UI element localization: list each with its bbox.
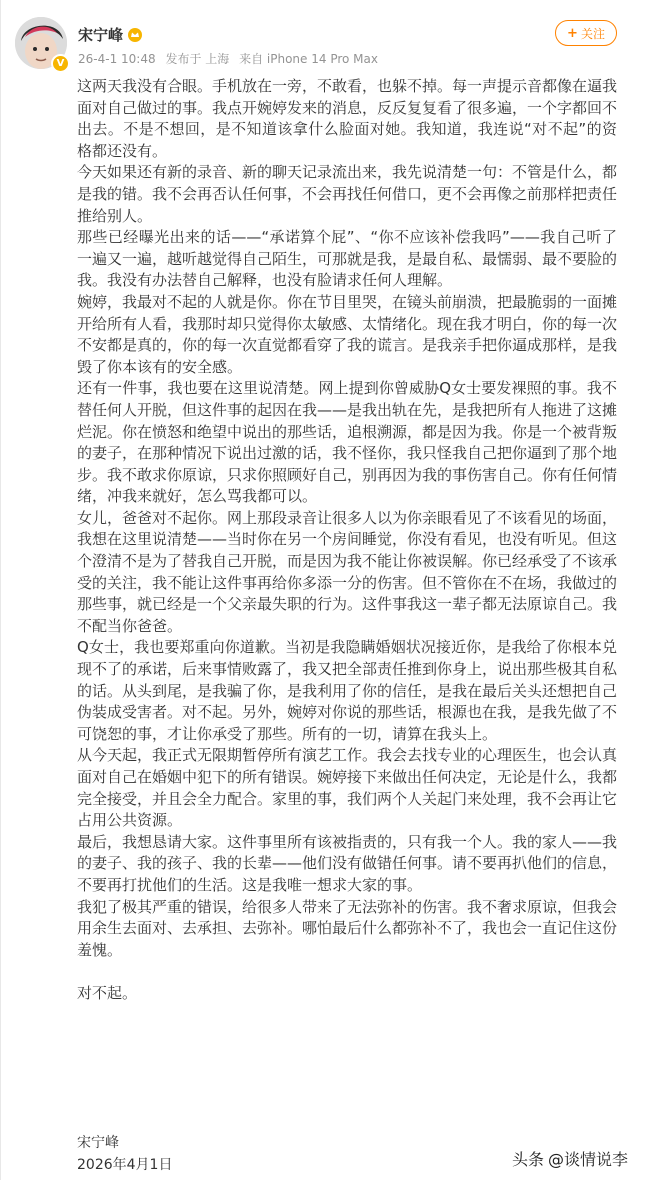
username[interactable]: 宋宁峰	[78, 25, 124, 44]
page-edge	[0, 0, 1, 1180]
closing-line: 对不起。	[77, 983, 138, 1002]
crown-icon	[128, 27, 142, 41]
signature-name: 宋宁峰	[77, 1135, 119, 1151]
post-date: 26-4-1 10:48	[78, 52, 156, 66]
post-content	[77, 76, 617, 1005]
verified-badge-icon: V	[51, 54, 70, 73]
username-row	[78, 24, 142, 44]
signature-date: 2026年4月1日	[77, 1157, 173, 1173]
post-header	[0, 0, 646, 78]
paragraph: 最后，我想恳请大家。这件事里所有该被指责的，只有我一个人。我的家人——我的妻子、我的孩子、我的长辈——他们没有做错任何事。请不要再扒他们的信息，不要再打扰他们的生活。这是我唯一想求大家的事。	[77, 832, 618, 894]
paragraph: Q女士，我也要郑重向你道歉。当初是我隐瞒婚姻状况接近你，是我给了你根本兑现不了的承诺，后来事情败露了，我又把全部责任推到你身上，说出那些极其自私的话。从头到尾，是我骗了你，是我利用了你的信任，是我在最后关头还想把自己伪装成受害者。对不起。另外，婉婷对你说的那些话，根源也在我，是我先做了不可饶恕的事，才让你承受了那些。所有的一切，请算在我头上。	[77, 638, 618, 743]
follow-label: 关注	[580, 26, 605, 41]
post-source: 来自 iPhone 14 Pro Max	[239, 52, 378, 66]
paragraph: 从今天起，我正式无限期暂停所有演艺工作。我会去找专业的心理医生，也会认真面对自己在婚姻中犯下的所有错误。婉婷接下来做出任何决定，无论是什么，我都完全接受，并且会全力配合。家里的事，我们两个人关起门来处理，我不会再让它占用公共资源。	[77, 746, 618, 830]
paragraph: 婉婷，我最对不起的人就是你。你在节目里哭，在镜头前崩溃，把最脆弱的一面摊开给所有人看，我那时却只觉得你太敏感、太情绪化。现在我才明白，你的每一次不安都是真的，你的每一次直觉都看穿了我的谎言。是我亲手把你逼成那样，是我毁了你本该有的安全感。	[77, 292, 618, 376]
paragraph: 还有一件事，我也要在这里说清楚。网上提到你曾威胁Q女士要发裸照的事。我不替任何人开脱，但这件事的起因在我——是我出轨在先，是我把所有人拖进了这摊烂泥。你在愤怒和绝望中说出的那些话，追根溯源，都是因为我。你是一个被背叛的妻子，在那种情况下说出过激的话，我不怪你，我只怪我自己把你逼到了那个地步。我不敢求你原谅，只求你照顾好自己，别再因为我的事伤害自己。你有任何情绪，冲我来就好，怎么骂我都可以。	[77, 379, 618, 506]
paragraph: 这两天我没有合眼。手机放在一旁，不敢看，也躲不掉。每一声提示音都像在逼我面对自己做过的事。我点开婉婷发来的消息，反反复复看了很多遍，一个字都回不出去。不是不想回，是不知道该拿什么脸面对她。我知道，我连说“对不起”的资格都还没有。	[77, 77, 618, 160]
paragraph: 那些已经曝光出来的话——“承诺算个屁”、“你不应该补偿我吗”——我自己听了一遍又一遍，越听越觉得自己陌生，可那就是我，是最自私、最懦弱、最不要脸的我。我没有办法替自己解释，也没有脸请求任何人理解。	[77, 228, 618, 290]
paragraph: 女儿，爸爸对不起你。网上那段录音让很多人以为你亲眼看见了不该看见的场面，我想在这里说清楚——当时你在另一个房间睡觉，你没有看见，也没有听见。但这个澄清不是为了替我自己开脱，而是因为我不能让你被误解。你已经承受了不该承受的关注，我不能让这件事再给你多添一分的伤害。但不管你在不在场，我做过的那些事，就已经是一个父亲最失职的行为。这件事我这一辈子都无法原谅自己。我不配当你爸爸。	[77, 508, 618, 635]
post-location: 发布于 上海	[165, 52, 230, 66]
signature-block	[77, 1132, 172, 1176]
paragraph: 今天如果还有新的录音、新的聊天记录流出来，我先说清楚一句：不管是什么，都是我的错。我不会再否认任何事，不会再找任何借口，更不会再像之前那样把责任推给别人。	[77, 163, 618, 225]
paragraph: 我犯了极其严重的错误，给很多人带来了无法弥补的伤害。我不奢求原谅，但我会用余生去面对、去承担、去弥补。哪怕最后什么都弥补不了，我也会一直记住这份羞愧。	[77, 897, 618, 959]
watermark-handle: @谈情说李	[548, 1150, 629, 1169]
follow-button[interactable]	[555, 20, 617, 46]
spacer	[77, 961, 617, 983]
plus-icon: +	[567, 25, 578, 41]
post-meta	[78, 50, 384, 67]
watermark	[512, 1147, 628, 1170]
watermark-platform: 头条	[512, 1150, 545, 1169]
